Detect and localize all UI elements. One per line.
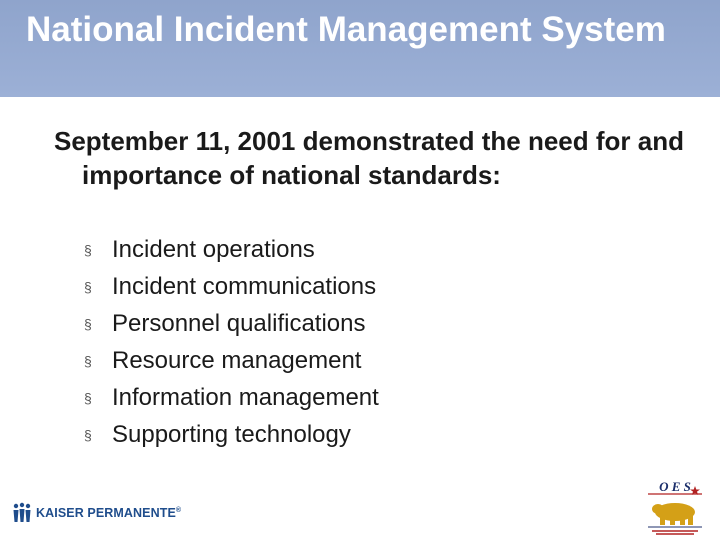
bullet-label: Personnel qualifications: [112, 309, 366, 337]
registered-mark: ®: [175, 506, 182, 514]
list-item: [84, 379, 379, 416]
bullet-list: [84, 231, 379, 453]
oes-lettering: O E S: [659, 479, 691, 494]
bullet-icon: §: [84, 241, 92, 258]
bullet-icon: §: [84, 315, 92, 332]
kaiser-people-icon: [12, 502, 32, 524]
bullet-icon: §: [84, 426, 92, 443]
list-item: [84, 268, 379, 305]
bullet-label: Information management: [112, 383, 379, 411]
oes-bear-seal-icon: [642, 478, 708, 536]
list-item: [84, 305, 379, 342]
bullet-label: Incident operations: [112, 235, 315, 263]
bullet-label: Incident communications: [112, 272, 377, 300]
list-item: [84, 416, 379, 453]
title-bar: [0, 0, 720, 97]
list-item: [84, 231, 379, 268]
bullet-icon: §: [84, 278, 92, 295]
kaiser-permanente-wordmark: KAISER PERMANENTE: [36, 506, 176, 520]
lead-paragraph: September 11, 2001 demonstrated the need for and importance of national standards:: [54, 126, 684, 190]
bullet-icon: §: [84, 352, 92, 369]
kaiser-permanente-logo: [12, 502, 181, 524]
bullet-icon: §: [84, 389, 92, 406]
bullet-label: Supporting technology: [112, 420, 351, 448]
bullet-label: Resource management: [112, 346, 362, 374]
list-item: [84, 342, 379, 379]
oes-logo: [642, 478, 708, 536]
slide-title: National Incident Management System: [26, 10, 666, 49]
